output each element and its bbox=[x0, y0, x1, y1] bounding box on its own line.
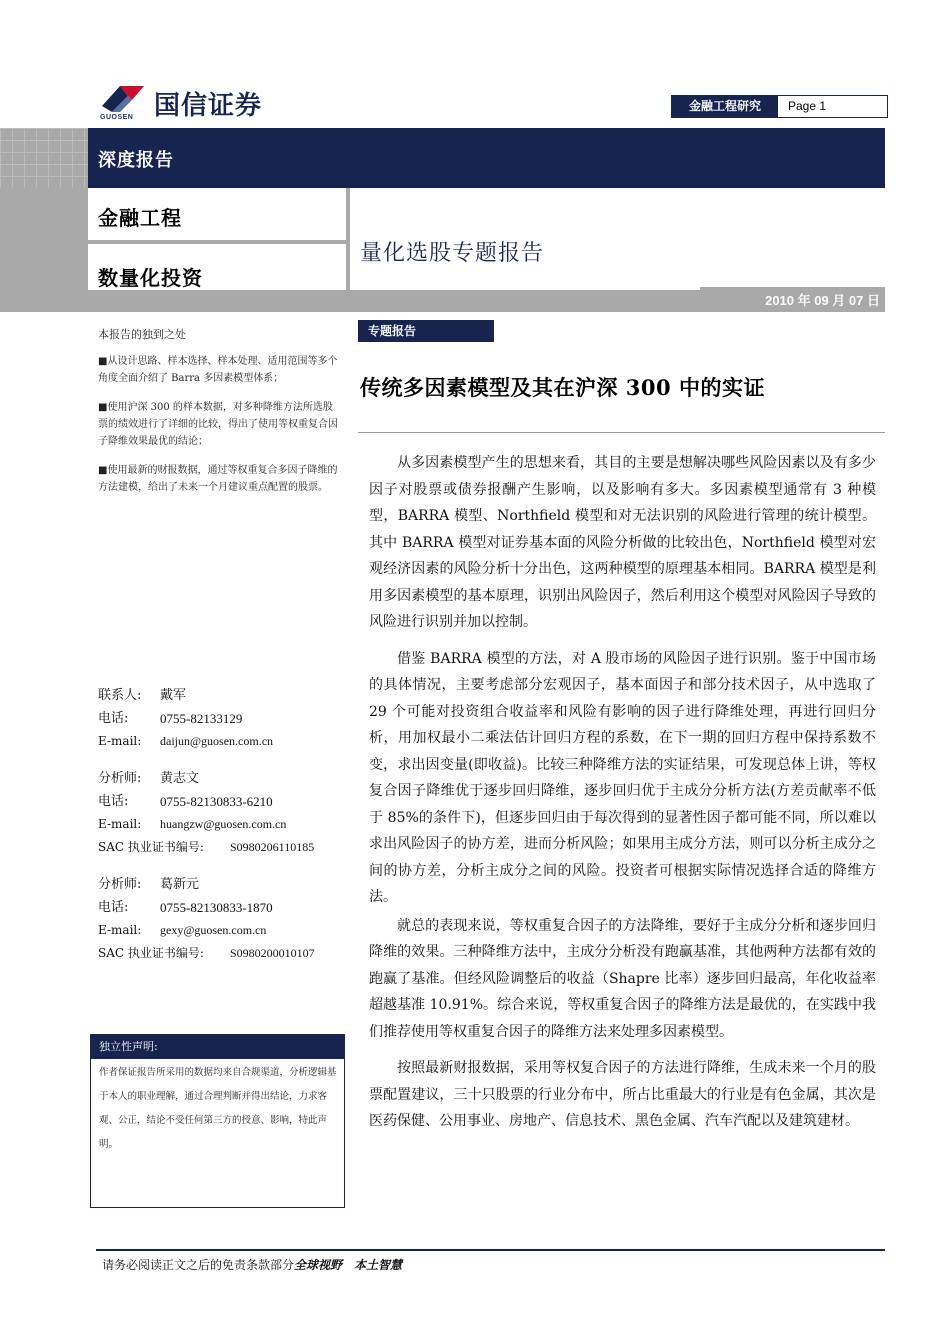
analyst-phone-row bbox=[98, 790, 348, 813]
contact-name-row bbox=[98, 684, 348, 707]
footer bbox=[102, 1256, 402, 1273]
email-label: E-mail: bbox=[98, 817, 142, 831]
banner-title: 深度报告 bbox=[98, 150, 174, 171]
analyst-name: 黄志文 bbox=[160, 771, 200, 786]
contacts bbox=[98, 684, 348, 965]
section-label: 金融工程研究 bbox=[672, 96, 778, 117]
analyst-email[interactable]: huangzw@guosen.com.cn bbox=[160, 817, 287, 831]
analyst-email[interactable]: gexy@guosen.com.cn bbox=[160, 923, 267, 937]
analyst-sac-row bbox=[98, 836, 348, 859]
paragraph: 从多因素模型产生的思想来看，其目的主要是想解决哪些风险因素以及有多少因子对股票或债券报酬产生影响，以及影响有多大。多因素模型通常有 3 种模型，BARRA 模型、Northfield 模型和对无法识别的风险进行管理的统计模型。其中 BARRA 模型对证券基本面的风险分析做的比较出色，Northfield 模型对宏观经济因素的风险分析十分出色，这两种模型的原理基本相同。BARRA 模型是利用多因素模型的基本原理，识别出风险因子，然后利用这个模型对风险因子导致的风险进行识别并加以控制。 bbox=[369, 455, 876, 630]
independence-text: 作者保证报告所采用的数据均来自合规渠道，分析逻辑基于本人的职业理解，通过合理判断并得出结论，力求客观、公正，结论不受任何第三方的授意、影响，特此声明。 bbox=[99, 1067, 337, 1150]
contact-email-row bbox=[98, 730, 348, 753]
highlight-item: ■使用最新的财报数据，通过等权重复合多因子降维的方法建模，给出了未来一个月建议重点配置的股票。 bbox=[98, 465, 338, 493]
contact-email[interactable]: daijun@guosen.com.cn bbox=[160, 734, 274, 748]
highlights-heading: 本报告的独到之处 bbox=[98, 328, 186, 341]
paragraph: 就总的表现来说，等权重复合因子的方法降维，要好于主成分分析和逐步回归降维的效果。三种降维方法中，主成分分析没有跑赢基准，其他两种方法都有效的跑赢了基准。但经风险调整后的收益（Shapre 比率）逐步回归最高，年化收益率超越基准 10.91%。综合来说，等权重复合因子的降维方法是最优的，在实践中我们推荐使用等权重复合因子的降维方法来处理多因素模型。 bbox=[369, 917, 876, 1040]
analyst-role: 分析师: bbox=[98, 771, 142, 786]
section-page-tag bbox=[671, 95, 888, 118]
header-grid-pattern bbox=[0, 128, 88, 188]
analyst-phone-row bbox=[98, 896, 348, 919]
logo-sub: GUOSEN bbox=[100, 114, 134, 121]
email-label: E-mail: bbox=[98, 734, 142, 748]
sac-label: SAC 执业证书编号: bbox=[98, 946, 204, 960]
analyst-phone: 0755-82130833-1870 bbox=[160, 900, 273, 915]
title-rule bbox=[358, 432, 885, 433]
analyst-email-row bbox=[98, 813, 348, 836]
analyst-email-row bbox=[98, 919, 348, 942]
contact-phone-row bbox=[98, 707, 348, 730]
analyst-role: 分析师: bbox=[98, 877, 142, 892]
paragraph: 按照最新财报数据，采用等权复合因子的方法进行降维，生成未来一个月的股票配置建议，三十只股票的行业分布中，所占比重最大的行业是有色金属，其次是医药保健、公用事业、房地产、信息技术、黑色金属、汽车汽配以及建筑建材。 bbox=[369, 1060, 876, 1129]
analyst-sac: S0980206110185 bbox=[230, 840, 315, 854]
guosen-logo bbox=[98, 82, 298, 122]
report-type: 量化选股专题报告 bbox=[360, 241, 545, 266]
phone-label: 电话: bbox=[98, 794, 129, 809]
analyst-name-row bbox=[98, 873, 348, 896]
analyst-phone: 0755-82130833-6210 bbox=[160, 794, 273, 809]
article-tag: 专题报告 bbox=[358, 320, 494, 342]
footer-rule bbox=[96, 1249, 885, 1251]
highlights bbox=[98, 326, 338, 508]
header-divider bbox=[346, 188, 350, 290]
analyst-name: 葛新元 bbox=[160, 877, 200, 892]
analyst-sac: S0980200010107 bbox=[230, 946, 315, 960]
page-number: Page 1 bbox=[788, 99, 827, 113]
analyst-sac-row bbox=[98, 942, 348, 965]
contact-name: 戴军 bbox=[160, 688, 187, 703]
header-banner bbox=[88, 128, 885, 188]
independence-statement bbox=[90, 1034, 345, 1208]
highlight-item: ■从设计思路、样本选择、样本处理、适用范围等多个角度全面介绍了 Barra 多因素模型体系； bbox=[98, 356, 338, 384]
contact-role: 联系人: bbox=[98, 688, 142, 703]
highlight-item: ■使用沪深 300 的样本数据，对多种降维方法所选股票的绩效进行了详细的比较，得出了使用等权重复合因子降维效果最优的结论； bbox=[98, 402, 338, 447]
article-body bbox=[369, 450, 876, 1145]
category-finance-engineering: 金融工程 bbox=[98, 206, 182, 230]
paragraph: 借鉴 BARRA 模型的方法，对 A 股市场的风险因子进行识别。鉴于中国市场的具体情况，主要考虑部分宏观因子，基本面因子和部分技术因子，从中选取了 29 个可能对投资组合收益率和风险有影响的因子进行降维处理，再进行回归分析，用加权最小二乘法估计回归方程的系数，在下一期的回归方程中保持系数不变，求出因变量(即收益)。比较三种降维方法的实证结果，可发现总体上讲，等权复合因子降维优于逐步回归降维，逐步回归优于主成分分析方法(方差贡献率不低于 85%的条件下)，但逐步回归由于每次得到的显著性因子都可能不同，所以难以求出风险因子的协方差，进而分析风险；如果用主成分方法，则可以分析主成分之间的协方差，分析主成分之间的风险。投资者可根据实际情况选择合适的降维方法。 bbox=[369, 650, 876, 905]
contact-phone: 0755-82133129 bbox=[160, 711, 243, 726]
report-date: 2010 年 09 月 07 日 bbox=[765, 293, 880, 308]
footer-slogan: 全球视野 本土智慧 bbox=[294, 1258, 403, 1272]
sac-label: SAC 执业证书编号: bbox=[98, 840, 204, 854]
category-quant-investing: 数量化投资 bbox=[98, 266, 203, 290]
analyst-name-row bbox=[98, 767, 348, 790]
logo-name: 国信证券 bbox=[154, 91, 263, 121]
phone-label: 电话: bbox=[98, 900, 129, 915]
footer-disclaimer: 请务必阅读正文之后的免责条款部分 bbox=[102, 1258, 295, 1272]
phone-label: 电话: bbox=[98, 711, 129, 726]
article-title: 传统多因素模型及其在沪深 300 中的实证 bbox=[360, 375, 765, 400]
email-label: E-mail: bbox=[98, 923, 142, 937]
independence-heading: 独立性声明: bbox=[91, 1035, 344, 1059]
